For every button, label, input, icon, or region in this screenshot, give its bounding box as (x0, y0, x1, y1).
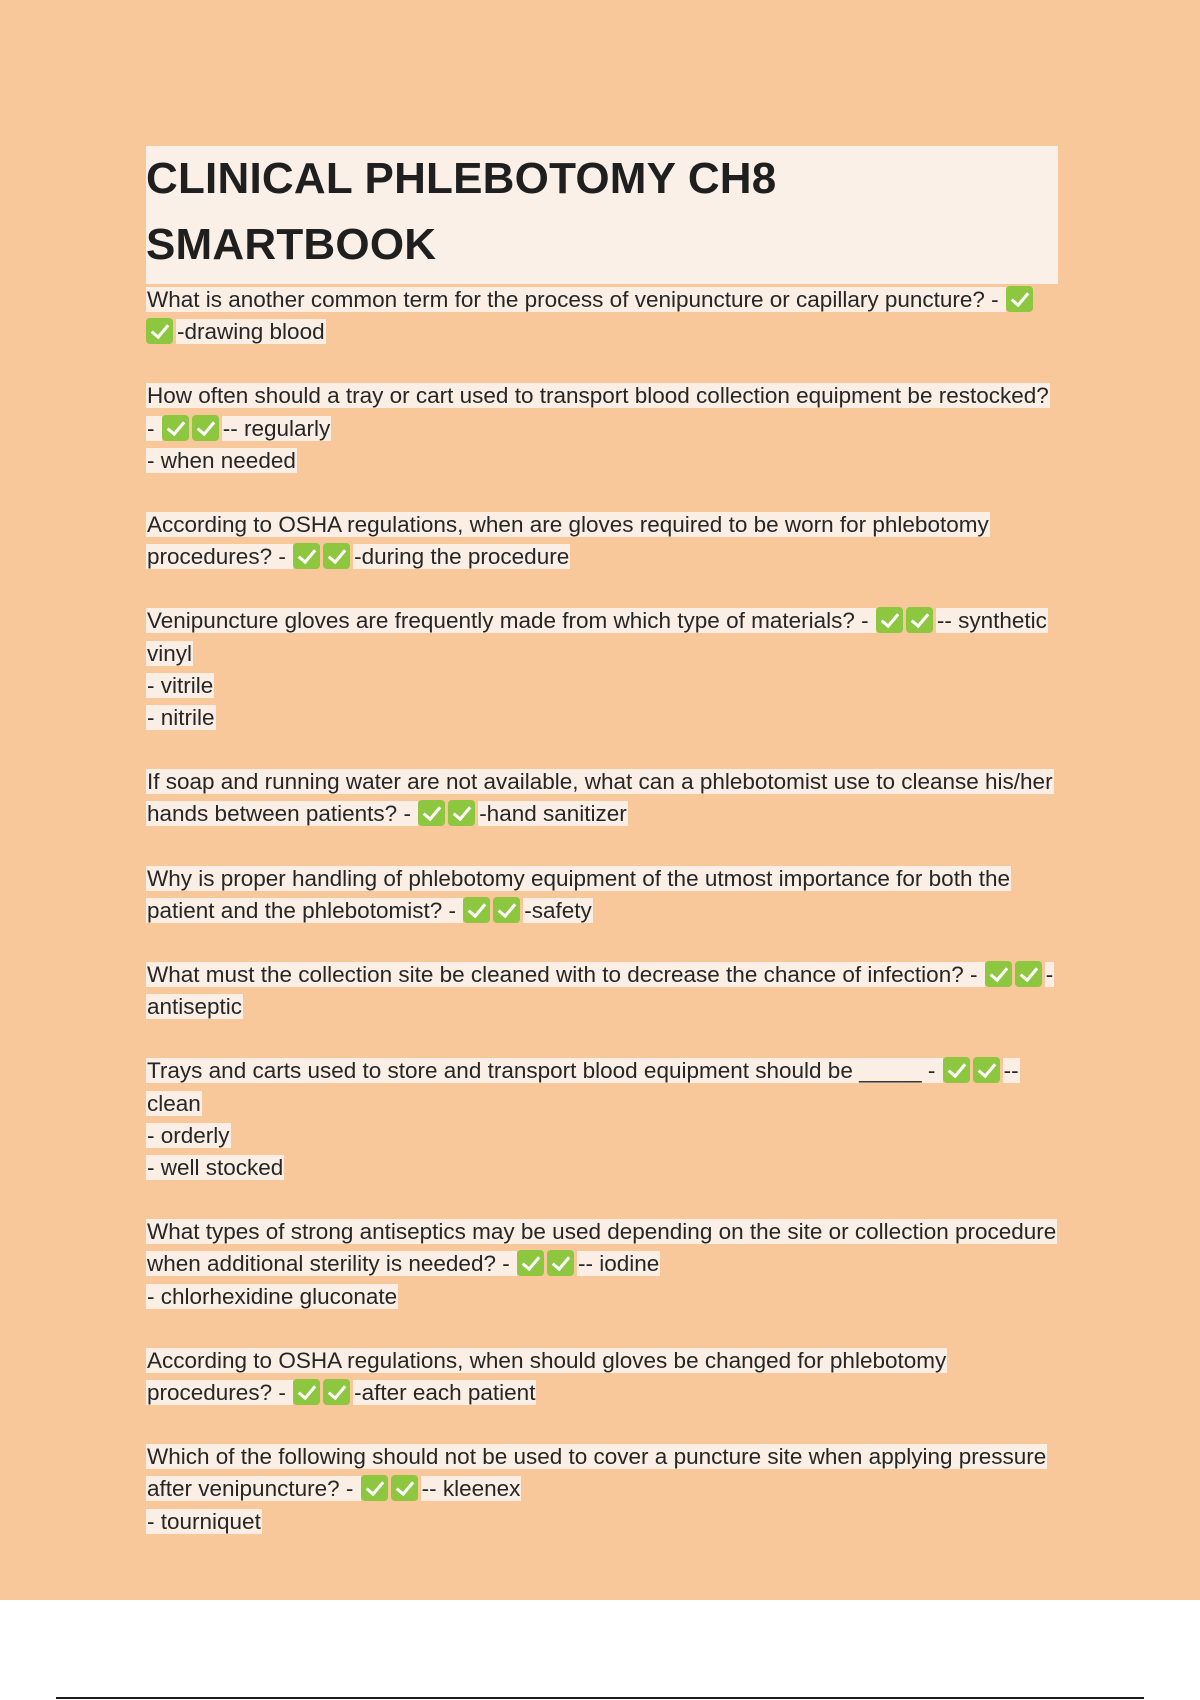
answer-text: -antiseptic (147, 962, 1054, 1020)
check-mark-icon (391, 1475, 418, 1501)
answer-text: -after each patient (354, 1380, 536, 1406)
qa-item (146, 1216, 1058, 1313)
check-mark-icon (985, 961, 1012, 987)
answer-extra-text: - vitrile (147, 672, 214, 698)
check-mark-icon (146, 318, 173, 344)
qa-item (146, 863, 1058, 927)
qa-item (146, 509, 1058, 573)
check-mark-icon (943, 1057, 970, 1083)
answer-text: -- regularly (222, 415, 331, 441)
question-text: According to OSHA regulations, when are gloves required to be worn for phlebotomy procedures? - (147, 512, 989, 570)
qa-item (146, 1345, 1058, 1409)
answer-extra-text: - when needed (147, 447, 296, 473)
answer-text: -during the procedure (354, 544, 570, 570)
check-mark-icon (517, 1250, 544, 1276)
check-mark-icon (293, 543, 320, 569)
answer-text: -- clean (147, 1058, 1019, 1116)
check-mark-icon (463, 897, 490, 923)
answer-text: -hand sanitizer (479, 801, 627, 827)
answer-extra-text: - tourniquet (147, 1508, 261, 1534)
answer-line (146, 1506, 1058, 1538)
answer-line (146, 1281, 1058, 1313)
check-mark-icon (323, 543, 350, 569)
answer-line (146, 702, 1058, 734)
question-text: How often should a tray or cart used to transport blood collection equipment be restocked? - (147, 383, 1049, 441)
answer-extra-text: - nitrile (147, 705, 215, 731)
document-content (146, 146, 1058, 1570)
check-mark-icon (323, 1379, 350, 1405)
answer-text: -- synthetic vinyl (147, 608, 1047, 666)
question-text: What is another common term for the process of venipuncture or capillary puncture? - (147, 287, 1005, 312)
qa-item (146, 959, 1058, 1023)
question-text: If soap and running water are not available, what can a phlebotomist use to cleanse his/her hands between patients? - (147, 769, 1053, 827)
answer-line (146, 445, 1058, 477)
check-mark-icon (1006, 286, 1033, 312)
title-block (146, 146, 1058, 284)
check-mark-icon (876, 607, 903, 633)
check-mark-icon (973, 1057, 1000, 1083)
check-mark-icon (418, 800, 445, 826)
answer-line (146, 1120, 1058, 1152)
check-mark-icon (361, 1475, 388, 1501)
question-text: Trays and carts used to store and transport blood equipment should be _____ - (147, 1058, 942, 1084)
question-text: Which of the following should not be used to cover a puncture site when applying pressure after venipuncture? - (147, 1444, 1047, 1502)
question-text: What types of strong antiseptics may be used depending on the site or collection procedure when additional sterility is needed? - (147, 1219, 1057, 1277)
answer-text: -- kleenex (421, 1476, 521, 1502)
qa-item (146, 1441, 1058, 1538)
qa-item (146, 766, 1058, 830)
check-mark-icon (493, 897, 520, 923)
qa-item (146, 1055, 1058, 1184)
question-text: Why is proper handling of phlebotomy equipment of the utmost importance for both the patient and the phlebotomist? - (147, 865, 1010, 923)
answer-extra-text: - chlorhexidine gluconate (147, 1283, 398, 1309)
question-text: What must the collection site be cleaned with to decrease the chance of infection? - (147, 962, 984, 988)
check-mark-icon (906, 607, 933, 633)
answer-extra-text: - orderly (147, 1122, 230, 1148)
check-mark-icon (1015, 961, 1042, 987)
answer-text: -- iodine (577, 1251, 660, 1277)
question-text: According to OSHA regulations, when should gloves be changed for phlebotomy procedures? - (147, 1347, 947, 1406)
question-text: Venipuncture gloves are frequently made from which type of materials? - (147, 608, 875, 634)
answer-line (146, 1152, 1058, 1184)
title-line-1: CLINICAL PHLEBOTOMY CH8 (146, 154, 777, 203)
check-mark-icon (293, 1379, 320, 1405)
answer-line (146, 670, 1058, 702)
document-title (146, 146, 1058, 278)
answer-text: -safety (524, 897, 592, 923)
check-mark-icon (162, 415, 189, 441)
check-mark-icon (448, 800, 475, 826)
title-line-2: SMARTBOOK (146, 220, 437, 269)
qa-list (146, 284, 1058, 1538)
answer-extra-text: - well stocked (147, 1155, 284, 1181)
qa-item (146, 380, 1058, 477)
footer-divider (56, 1697, 1144, 1699)
qa-item (146, 284, 1058, 348)
check-mark-icon (547, 1250, 574, 1276)
answer-text: -drawing blood (177, 319, 325, 345)
check-mark-icon (192, 415, 219, 441)
qa-item (146, 605, 1058, 734)
